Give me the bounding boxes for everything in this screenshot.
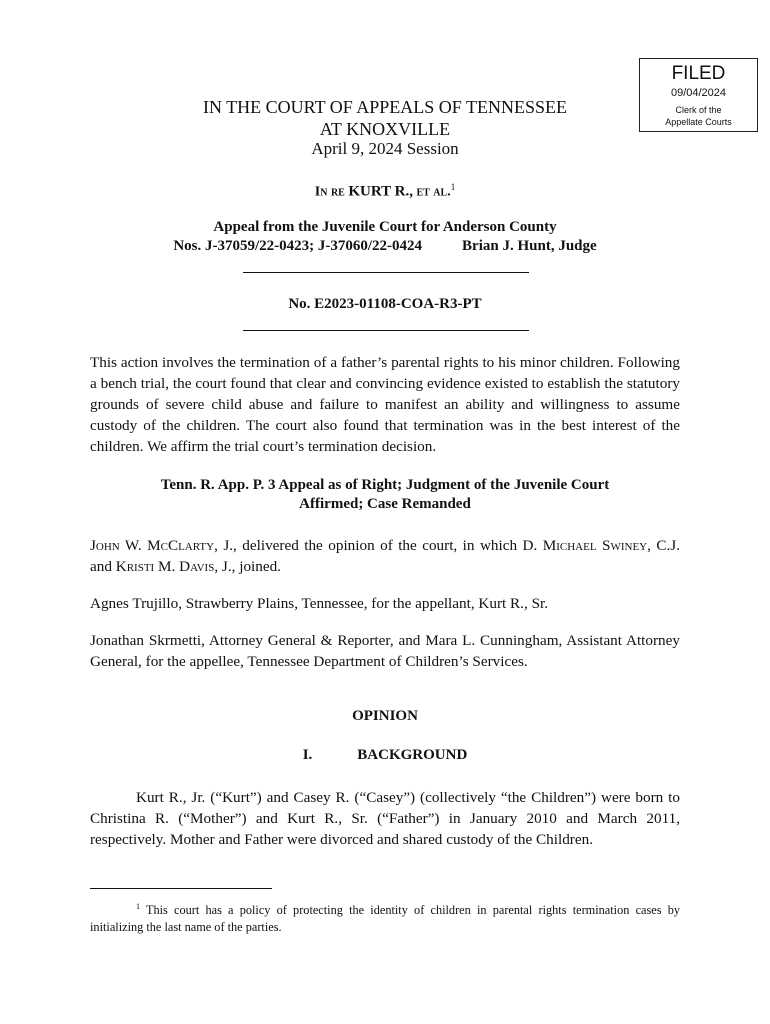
stamp-courts-line: Appellate Courts — [665, 117, 732, 127]
appellee-counsel: Jonathan Skrmetti, Attorney General & Reporter, and Mara L. Cunningham, Assistant Attorney General, for the appellee, Tennessee Department of Children’s Services. — [90, 632, 680, 670]
panel-text-2: , C.J. and — [90, 537, 681, 575]
panel-text-1: , J., delivered the opinion of the court, in which D. — [214, 537, 543, 554]
holding-line-2: Affirmed; Case Remanded — [299, 496, 471, 512]
court-location: AT KNOXVILLE — [319, 119, 451, 139]
footnote-mark: 1 — [136, 902, 140, 911]
appellant-counsel: Agnes Trujillo, Strawberry Plains, Tennessee, for the appellant, Kurt R., Sr. — [90, 595, 549, 612]
appeal-block — [0, 218, 770, 256]
section-heading — [0, 747, 770, 764]
author-judge: John W. McClarty — [90, 537, 215, 554]
holding-line-1: Tenn. R. App. P. 3 Appeal as of Right; Judgment of the Juvenile Court — [160, 477, 610, 493]
panel-statement — [90, 535, 680, 577]
concurring-judge-1: Michael Swiney — [542, 537, 648, 554]
court-name: IN THE COURT OF APPEALS OF TENNESSEE — [203, 97, 567, 117]
footnote-text: This court has a policy of protecting the identity of children in parental rights termination cases by initializing the last name of the parties. — [90, 903, 680, 935]
court-session: April 9, 2024 Session — [311, 139, 459, 158]
stamp-clerk-line: Clerk of the — [675, 105, 722, 115]
background-paragraph: Kurt R., Jr. (“Kurt”) and Casey R. (“Casey”) (collectively “the Children”) were born to Christina R. (“Mother”) and Kurt R., Sr. (“Father”) in January 2010 and March 2011, respectively. Mother and Father were divorced and shared custody of the Children. — [90, 789, 680, 848]
divider-bottom — [243, 330, 529, 331]
holding — [0, 476, 770, 514]
footnote — [90, 898, 680, 936]
section-number: I. — [302, 747, 313, 763]
docket-number: No. E2023-01108-COA-R3-PT — [288, 296, 482, 312]
stamp-date: 09/04/2024 — [670, 87, 727, 99]
trial-judge: Brian J. Hunt, Judge — [462, 238, 597, 254]
footnote-divider — [90, 888, 272, 889]
concurring-judge-2: Kristi M. Davis — [115, 558, 215, 575]
case-numbers: Nos. J-37059/22-0423; J-37060/22-0424 — [173, 238, 423, 254]
section-title: BACKGROUND — [357, 747, 468, 763]
caption-suffix: et al. — [416, 184, 451, 200]
appeal-numbers-line — [0, 237, 770, 256]
caption-name: KURT R., — [348, 183, 413, 200]
caption-prefix: In re — [314, 184, 345, 200]
caption-footnote-mark: 1 — [450, 182, 456, 192]
appeal-from: Appeal from the Juvenile Court for Anderson County — [213, 219, 557, 235]
court-heading — [0, 96, 770, 140]
case-caption — [0, 178, 770, 202]
divider-top — [243, 272, 529, 273]
panel-text-3: , J., joined. — [214, 558, 281, 575]
stamp-title: FILED — [671, 63, 726, 84]
case-summary: This action involves the termination of a father’s parental rights to his minor children. Following a bench trial, the court found that clear and convincing evidence existed to establish the statutory grounds of severe child abuse and failure to manifest an ability and willingness to assume custody of the children. The court also found that termination was in the best interest of the children. We affirm the trial court’s termination decision. — [90, 354, 680, 455]
opinion-heading: OPINION — [352, 708, 418, 724]
